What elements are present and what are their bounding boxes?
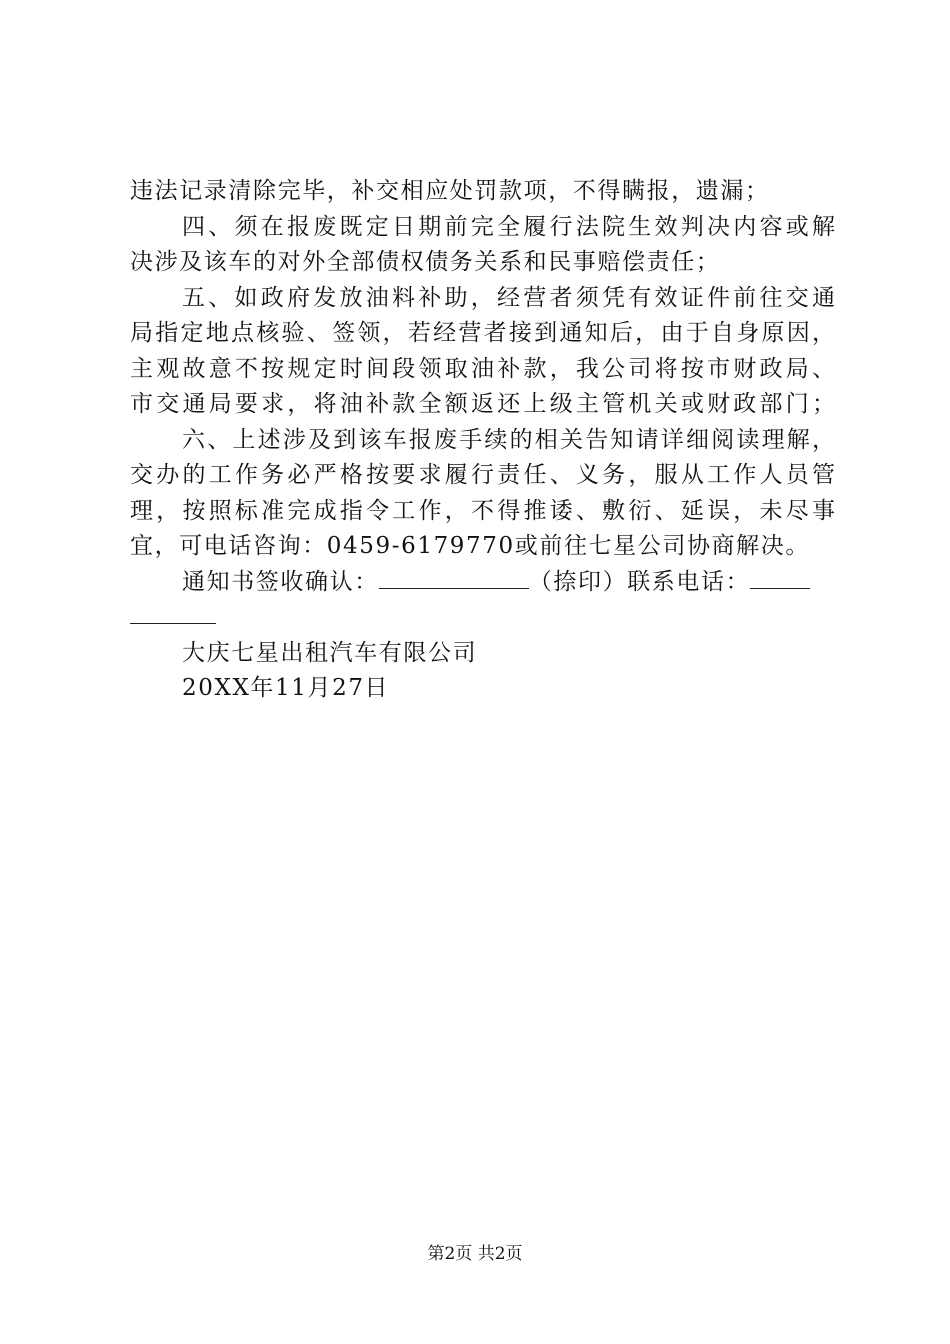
paragraph-line: 五、如政府发放油料补助，经营者须凭有效证件前往交通 <box>182 284 835 311</box>
paragraph-line: 交办的工作务必严格按要求履行责任、义务，服从工作人员管 <box>130 462 835 488</box>
paragraph-line: 理，按照标准完成指令工作，不得推诿、敷衍、延误，未尽事 <box>130 497 835 524</box>
receipt-line <box>130 565 835 601</box>
receipt-label: 通知书签收确认： <box>182 568 379 595</box>
phone-blank <box>750 568 810 589</box>
paragraph-line: 主观故意不按规定时间段领取油补款，我公司将按市财政局、 <box>130 355 835 382</box>
paragraph-line: 市交通局要求，将油补款全额返还上级主管机关或财政部门； <box>130 391 835 417</box>
paragraph-line: 四、须在报废既定日期前完全履行法院生效判决内容或解 <box>182 213 835 240</box>
signature-blank <box>379 568 529 589</box>
company-name: 大庆七星出租汽车有限公司 <box>182 639 478 666</box>
document-date: 20XX年11月27日 <box>182 675 390 701</box>
paragraph-line: 违法记录清除完毕，补交相应处罚款项，不得瞒报，遗漏； <box>130 178 770 204</box>
document-body <box>130 174 835 707</box>
paragraph-line: 六、上述涉及到该车报废手续的相关告知请详细阅读理解， <box>182 426 835 453</box>
paragraph-line: 决涉及该车的对外全部债权债务关系和民事赔偿责任； <box>130 249 721 275</box>
phone-blank-continuation <box>130 603 216 624</box>
paragraph-line: 局指定地点核验、签领，若经营者接到通知后，由于自身原因， <box>130 320 835 346</box>
receipt-line-continuation <box>130 600 835 636</box>
page-footer: 第2页 共2页 <box>427 1244 523 1264</box>
seal-phone-label: （捺印）联系电话： <box>528 568 751 595</box>
paragraph-line: 宜，可电话咨询：0459-6179770或前往七星公司协商解决。 <box>130 533 810 559</box>
